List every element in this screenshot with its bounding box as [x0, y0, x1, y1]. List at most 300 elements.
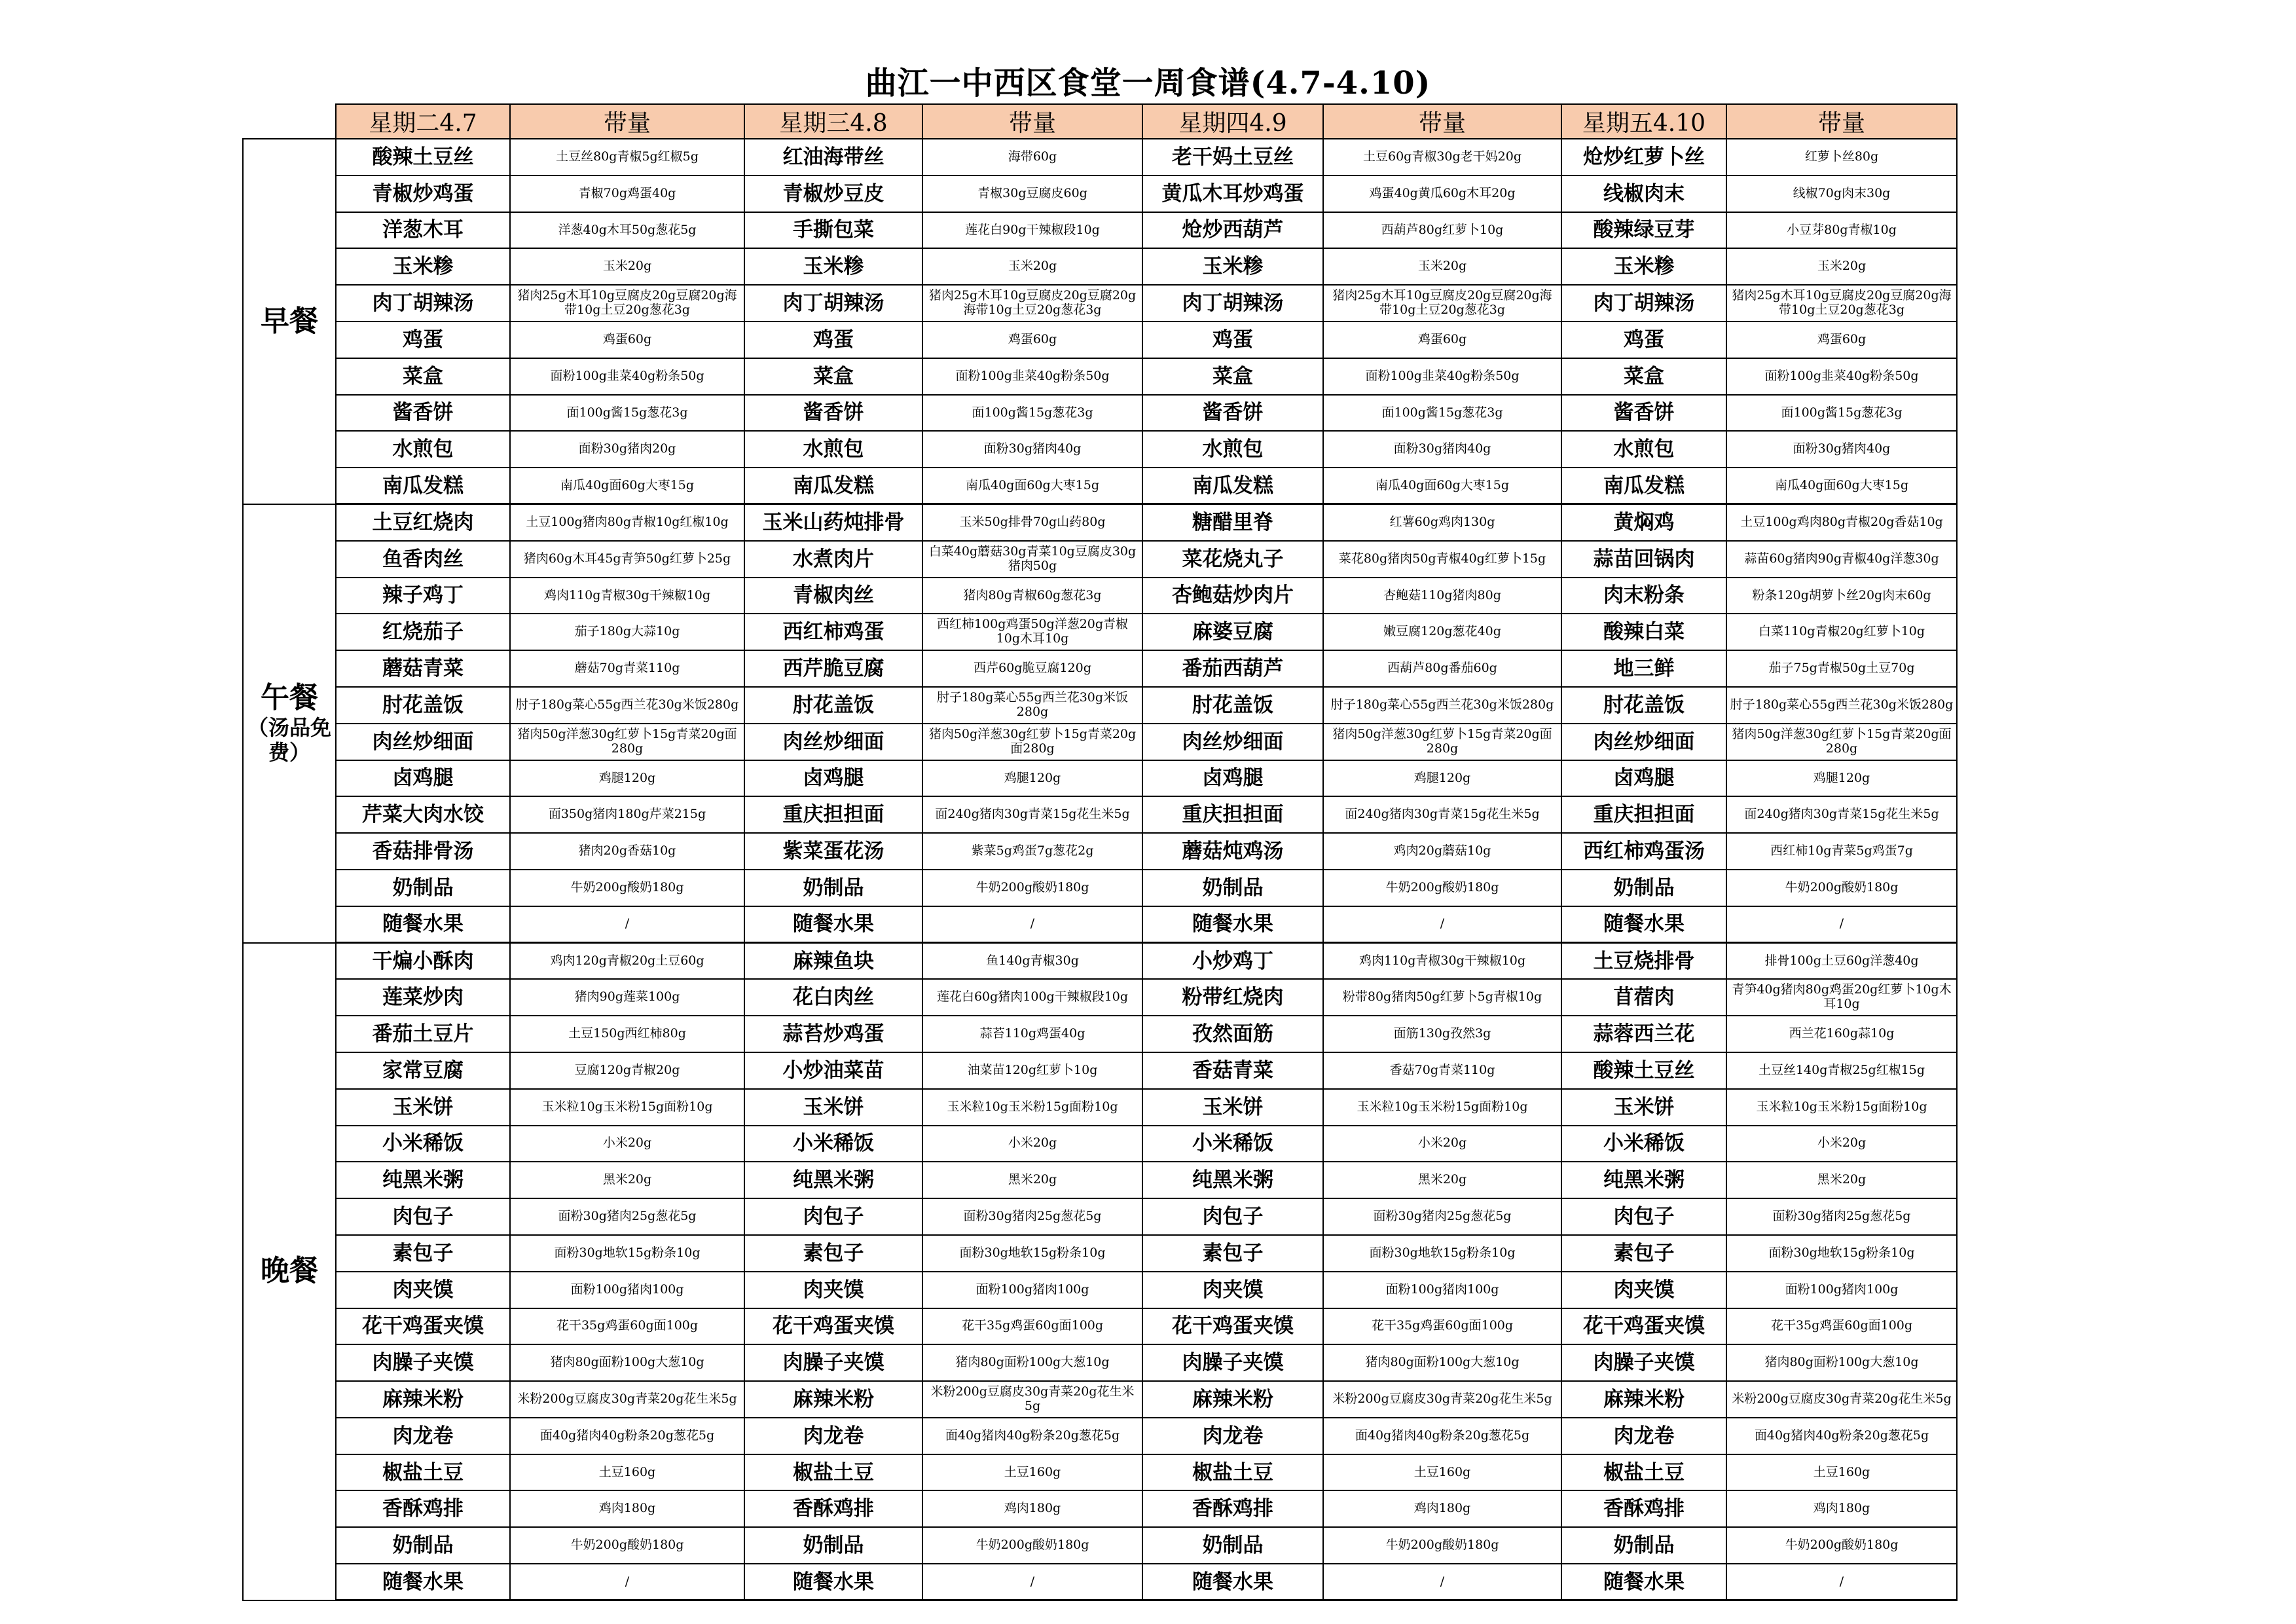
dish-name: 肉丁胡辣汤 [336, 285, 510, 322]
menu-row [243, 833, 1957, 870]
dish-quantity: 莲花白90g干辣椒段10g [922, 212, 1142, 249]
dish-quantity: 粉条120g胡萝卜丝20g肉末60g [1726, 578, 1957, 614]
dish-name: 奶制品 [1142, 1527, 1323, 1564]
header-cell: 带量 [510, 104, 744, 139]
dish-name: 酱香饼 [336, 395, 510, 432]
dish-name: 肉臊子夹馍 [336, 1344, 510, 1381]
dish-quantity: 土豆60g青椒30g老干妈20g [1323, 139, 1561, 175]
meal-name: 早餐 [261, 304, 318, 338]
dish-quantity: 海带60g [922, 139, 1142, 175]
menu-row [243, 1126, 1957, 1162]
dish-name: 随餐水果 [744, 1564, 922, 1600]
dish-name: 麻辣米粉 [336, 1381, 510, 1418]
dish-quantity: 南瓜40g面60g大枣15g [510, 468, 744, 504]
menu-row [243, 212, 1957, 249]
dish-quantity: 玉米粒10g玉米粉15g面粉10g [922, 1089, 1142, 1126]
dish-quantity: 面粉30g猪肉25g葱花5g [1726, 1198, 1957, 1235]
dish-name: 紫菜蛋花汤 [744, 833, 922, 870]
header-cell: 星期五4.10 [1561, 104, 1726, 139]
menu-row [243, 1052, 1957, 1089]
dish-name: 干煸小酥肉 [336, 943, 510, 980]
dish-quantity: 青椒70g鸡蛋40g [510, 175, 744, 212]
dish-quantity: 猪肉80g青椒60g葱花3g [922, 578, 1142, 614]
meal-label [243, 139, 336, 504]
dish-quantity: 白菜110g青椒20g红萝卜10g [1726, 614, 1957, 650]
menu-row [243, 1344, 1957, 1381]
dish-name: 粉带红烧肉 [1142, 979, 1323, 1016]
menu-row [243, 285, 1957, 322]
dish-quantity: 白菜40g蘑菇30g青菜10g豆腐皮30g猪肉50g [922, 541, 1142, 578]
menu-row [243, 358, 1957, 395]
dish-name: 土豆烧排骨 [1561, 943, 1726, 980]
dish-name: 肉龙卷 [1561, 1418, 1726, 1454]
dish-name: 鸡蛋 [1561, 322, 1726, 358]
menu-row [243, 139, 1957, 175]
dish-name: 随餐水果 [1142, 1564, 1323, 1600]
dish-name: 香菇青菜 [1142, 1052, 1323, 1089]
dish-quantity: 鸡蛋60g [922, 322, 1142, 358]
dish-quantity: 面100g酱15g葱花3g [1726, 395, 1957, 432]
dish-name: 重庆担担面 [1142, 796, 1323, 833]
menu-row [243, 431, 1957, 468]
dish-name: 蒜苗回锅肉 [1561, 541, 1726, 578]
dish-name: 肉夹馍 [1561, 1272, 1726, 1308]
dish-name: 酸辣土豆丝 [1561, 1052, 1726, 1089]
dish-quantity: 豆腐120g青椒20g [510, 1052, 744, 1089]
dish-quantity: 茄子180g大蒜10g [510, 614, 744, 650]
dish-name: 黄焖鸡 [1561, 504, 1726, 541]
dish-name: 红油海带丝 [744, 139, 922, 175]
dish-name: 玉米饼 [336, 1089, 510, 1126]
dish-name: 肉丝炒细面 [1142, 724, 1323, 760]
dish-name: 随餐水果 [744, 906, 922, 943]
dish-quantity: 鸡蛋60g [1323, 322, 1561, 358]
menu-row [243, 687, 1957, 724]
menu-row [243, 724, 1957, 760]
dish-quantity: 面粉100g韭菜40g粉条50g [1323, 358, 1561, 395]
menu-row [243, 906, 1957, 943]
dish-quantity: 面粉100g韭菜40g粉条50g [1726, 358, 1957, 395]
dish-quantity: 小米20g [922, 1126, 1142, 1162]
dish-quantity: 猪肉25g木耳10g豆腐皮20g豆腐20g海带10g土豆20g葱花3g [510, 285, 744, 322]
dish-name: 肉夹馍 [336, 1272, 510, 1308]
dish-quantity: 茄子75g青椒50g土豆70g [1726, 650, 1957, 687]
dish-name: 小炒鸡丁 [1142, 943, 1323, 980]
dish-quantity: 西红柿10g青菜5g鸡蛋7g [1726, 833, 1957, 870]
dish-quantity: 面40g猪肉40g粉条20g葱花5g [510, 1418, 744, 1454]
dish-quantity: 鸡蛋60g [1726, 322, 1957, 358]
dish-name: 肉丁胡辣汤 [744, 285, 922, 322]
dish-quantity: 鸡肉110g青椒30g干辣椒10g [1323, 943, 1561, 980]
dish-name: 椒盐土豆 [336, 1454, 510, 1491]
dish-name: 椒盐土豆 [744, 1454, 922, 1491]
dish-quantity: 黑米20g [922, 1162, 1142, 1198]
dish-name: 鸡蛋 [744, 322, 922, 358]
dish-quantity: / [1323, 1564, 1561, 1600]
dish-quantity: 面粉30g猪肉40g [1323, 431, 1561, 468]
dish-quantity: 面粉30g猪肉25g葱花5g [922, 1198, 1142, 1235]
dish-name: 小米稀饭 [336, 1126, 510, 1162]
dish-quantity: 土豆150g西红柿80g [510, 1016, 744, 1052]
dish-quantity: / [922, 906, 1142, 943]
dish-name: 花干鸡蛋夹馍 [1142, 1308, 1323, 1345]
dish-name: 水煎包 [336, 431, 510, 468]
dish-quantity: 玉米20g [1726, 248, 1957, 285]
dish-name: 肉夹馍 [1142, 1272, 1323, 1308]
dish-quantity: 洋葱40g木耳50g葱花5g [510, 212, 744, 249]
menu-row [243, 1418, 1957, 1454]
dish-name: 苜蓿肉 [1561, 979, 1726, 1016]
dish-quantity: 牛奶200g酸奶180g [510, 870, 744, 906]
menu-row [243, 1490, 1957, 1527]
dish-name: 菜盒 [1142, 358, 1323, 395]
dish-quantity: 鸡肉180g [1323, 1490, 1561, 1527]
menu-row [243, 1272, 1957, 1308]
dish-quantity: 土豆160g [1726, 1454, 1957, 1491]
dish-name: 随餐水果 [336, 906, 510, 943]
dish-quantity: 猪肉80g面粉100g大葱10g [1726, 1344, 1957, 1381]
dish-quantity: 猪肉60g木耳45g青笋50g红萝卜25g [510, 541, 744, 578]
dish-name: 肉丝炒细面 [336, 724, 510, 760]
dish-name: 南瓜发糕 [1561, 468, 1726, 504]
dish-name: 肉末粉条 [1561, 578, 1726, 614]
dish-quantity: 鸡肉180g [510, 1490, 744, 1527]
dish-quantity: 猪肉25g木耳10g豆腐皮20g豆腐20g海带10g土豆20g葱花3g [922, 285, 1142, 322]
header-cell: 星期三4.8 [744, 104, 922, 139]
dish-name: 椒盐土豆 [1561, 1454, 1726, 1491]
dish-quantity: 玉米20g [1323, 248, 1561, 285]
dish-quantity: 牛奶200g酸奶180g [922, 1527, 1142, 1564]
dish-quantity: 面粉30g地软15g粉条10g [510, 1235, 744, 1272]
dish-name: 肉臊子夹馍 [744, 1344, 922, 1381]
dish-name: 青椒炒豆皮 [744, 175, 922, 212]
dish-name: 小米稀饭 [744, 1126, 922, 1162]
dish-quantity: 米粉200g豆腐皮30g青菜20g花生米5g [1726, 1381, 1957, 1418]
dish-name: 番茄土豆片 [336, 1016, 510, 1052]
dish-name: 鸡蛋 [336, 322, 510, 358]
dish-quantity: 玉米50g排骨70g山药80g [922, 504, 1142, 541]
dish-name: 蒜蓉西兰花 [1561, 1016, 1726, 1052]
dish-name: 重庆担担面 [744, 796, 922, 833]
dish-quantity: 花干35g鸡蛋60g面100g [510, 1308, 744, 1345]
header-row [243, 104, 1957, 139]
dish-name: 炝炒西葫芦 [1142, 212, 1323, 249]
dish-quantity: 鸡蛋60g [510, 322, 744, 358]
weekly-menu-table [242, 103, 1958, 1601]
dish-name: 卤鸡腿 [744, 760, 922, 797]
dish-name: 鱼香肉丝 [336, 541, 510, 578]
dish-name: 水煎包 [1142, 431, 1323, 468]
dish-name: 花干鸡蛋夹馍 [336, 1308, 510, 1345]
dish-quantity: 猪肉90g莲菜100g [510, 979, 744, 1016]
dish-name: 纯黑米粥 [1561, 1162, 1726, 1198]
dish-name: 家常豆腐 [336, 1052, 510, 1089]
dish-quantity: 面筋130g孜然3g [1323, 1016, 1561, 1052]
dish-name: 玉米糁 [1142, 248, 1323, 285]
dish-name: 素包子 [744, 1235, 922, 1272]
dish-name: 素包子 [1142, 1235, 1323, 1272]
dish-name: 肉龙卷 [336, 1418, 510, 1454]
dish-name: 随餐水果 [1561, 1564, 1726, 1600]
menu-row [243, 1308, 1957, 1345]
dish-name: 手撕包菜 [744, 212, 922, 249]
menu-row [243, 1198, 1957, 1235]
dish-name: 纯黑米粥 [336, 1162, 510, 1198]
menu-row [243, 1527, 1957, 1564]
dish-quantity: 青笋40g猪肉80g鸡蛋20g红萝卜10g木耳10g [1726, 979, 1957, 1016]
dish-name: 小炒油菜苗 [744, 1052, 922, 1089]
menu-row [243, 175, 1957, 212]
dish-quantity: 面粉100g猪肉100g [1323, 1272, 1561, 1308]
dish-quantity: / [1726, 906, 1957, 943]
dish-quantity: 肘子180g菜心55g西兰花30g米饭280g [1323, 687, 1561, 724]
dish-quantity: 玉米20g [922, 248, 1142, 285]
dish-name: 肉包子 [1142, 1198, 1323, 1235]
dish-quantity: 小米20g [1323, 1126, 1561, 1162]
dish-quantity: 油菜苗120g红萝卜10g [922, 1052, 1142, 1089]
dish-quantity: 面粉100g韭菜40g粉条50g [510, 358, 744, 395]
dish-quantity: 黑米20g [1726, 1162, 1957, 1198]
dish-quantity: 红萝卜丝80g [1726, 139, 1957, 175]
dish-quantity: 土豆丝140g青椒25g红椒15g [1726, 1052, 1957, 1089]
dish-quantity: 鸡肉20g蘑菇10g [1323, 833, 1561, 870]
dish-quantity: 猪肉20g香菇10g [510, 833, 744, 870]
dish-name: 青椒炒鸡蛋 [336, 175, 510, 212]
dish-name: 肘花盖饭 [1142, 687, 1323, 724]
dish-quantity: 玉米粒10g玉米粉15g面粉10g [1323, 1089, 1561, 1126]
dish-quantity: 肘子180g菜心55g西兰花30g米饭280g [1726, 687, 1957, 724]
dish-quantity: / [1726, 1564, 1957, 1600]
dish-name: 素包子 [1561, 1235, 1726, 1272]
dish-name: 香酥鸡排 [1142, 1490, 1323, 1527]
dish-name: 青椒肉丝 [744, 578, 922, 614]
dish-name: 花白肉丝 [744, 979, 922, 1016]
dish-name: 玉米糁 [744, 248, 922, 285]
dish-name: 肉臊子夹馍 [1142, 1344, 1323, 1381]
header-cell: 星期二4.7 [336, 104, 510, 139]
dish-quantity: 牛奶200g酸奶180g [510, 1527, 744, 1564]
dish-name: 酸辣土豆丝 [336, 139, 510, 175]
meal-label [243, 504, 336, 943]
dish-name: 奶制品 [336, 870, 510, 906]
dish-quantity: 鸡蛋40g黄瓜60g木耳20g [1323, 175, 1561, 212]
dish-quantity: 牛奶200g酸奶180g [1726, 870, 1957, 906]
dish-quantity: 花干35g鸡蛋60g面100g [1726, 1308, 1957, 1345]
dish-name: 随餐水果 [336, 1564, 510, 1600]
dish-quantity: 土豆丝80g青椒5g红椒5g [510, 139, 744, 175]
dish-name: 肘花盖饭 [744, 687, 922, 724]
dish-quantity: 猪肉25g木耳10g豆腐皮20g豆腐20g海带10g土豆20g葱花3g [1323, 285, 1561, 322]
dish-quantity: 肘子180g菜心55g西兰花30g米饭280g [922, 687, 1142, 724]
dish-quantity: 西芹60g脆豆腐120g [922, 650, 1142, 687]
dish-quantity: 西葫芦80g番茄60g [1323, 650, 1561, 687]
dish-quantity: 牛奶200g酸奶180g [1726, 1527, 1957, 1564]
dish-name: 孜然面筋 [1142, 1016, 1323, 1052]
dish-name: 玉米糁 [336, 248, 510, 285]
dish-quantity: 玉米粒10g玉米粉15g面粉10g [1726, 1089, 1957, 1126]
dish-name: 水煎包 [1561, 431, 1726, 468]
dish-quantity: / [922, 1564, 1142, 1600]
header-cell: 星期四4.9 [1142, 104, 1323, 139]
dish-name: 奶制品 [1561, 1527, 1726, 1564]
dish-quantity: 鸡腿120g [1726, 760, 1957, 797]
dish-quantity: 鸡腿120g [510, 760, 744, 797]
dish-quantity: 猪肉50g洋葱30g红萝卜15g青菜20g面280g [1726, 724, 1957, 760]
dish-quantity: 面粉30g地软15g粉条10g [922, 1235, 1142, 1272]
menu-row [243, 578, 1957, 614]
dish-quantity: 花干35g鸡蛋60g面100g [922, 1308, 1142, 1345]
dish-name: 香酥鸡排 [744, 1490, 922, 1527]
menu-row [243, 614, 1957, 650]
dish-quantity: 小米20g [1726, 1126, 1957, 1162]
dish-name: 香菇排骨汤 [336, 833, 510, 870]
menu-row [243, 870, 1957, 906]
dish-name: 黄瓜木耳炒鸡蛋 [1142, 175, 1323, 212]
dish-quantity: 南瓜40g面60g大枣15g [922, 468, 1142, 504]
dish-quantity: 猪肉50g洋葱30g红萝卜15g青菜20g面280g [1323, 724, 1561, 760]
dish-name: 卤鸡腿 [336, 760, 510, 797]
dish-name: 肉丁胡辣汤 [1142, 285, 1323, 322]
dish-quantity: 红薯60g鸡肉130g [1323, 504, 1561, 541]
dish-name: 辣子鸡丁 [336, 578, 510, 614]
dish-name: 小米稀饭 [1561, 1126, 1726, 1162]
dish-quantity: 土豆160g [922, 1454, 1142, 1491]
dish-name: 卤鸡腿 [1561, 760, 1726, 797]
dish-quantity: 面40g猪肉40g粉条20g葱花5g [922, 1418, 1142, 1454]
dish-quantity: 西兰花160g蒜10g [1726, 1016, 1957, 1052]
page-title: 曲江一中西区食堂一周食谱(4.7-4.10) [865, 65, 1431, 101]
dish-name: 糖醋里脊 [1142, 504, 1323, 541]
meal-label [243, 943, 336, 1600]
dish-quantity: 土豆160g [510, 1454, 744, 1491]
dish-quantity: 面350g猪肉180g芹菜215g [510, 796, 744, 833]
dish-name: 洋葱木耳 [336, 212, 510, 249]
dish-name: 鸡蛋 [1142, 322, 1323, 358]
dish-name: 肉丝炒细面 [744, 724, 922, 760]
dish-name: 番茄西葫芦 [1142, 650, 1323, 687]
dish-quantity: 蘑菇70g青菜110g [510, 650, 744, 687]
dish-quantity: 牛奶200g酸奶180g [922, 870, 1142, 906]
dish-name: 花干鸡蛋夹馍 [1561, 1308, 1726, 1345]
menu-row [243, 1089, 1957, 1126]
dish-quantity: 小豆芽80g青椒10g [1726, 212, 1957, 249]
dish-name: 玉米饼 [1561, 1089, 1726, 1126]
dish-name: 重庆担担面 [1561, 796, 1726, 833]
dish-quantity: 猪肉80g面粉100g大葱10g [922, 1344, 1142, 1381]
dish-quantity: 面粉30g猪肉20g [510, 431, 744, 468]
menu-row [243, 504, 1957, 541]
dish-name: 肉龙卷 [1142, 1418, 1323, 1454]
dish-quantity: 菜花80g猪肉50g青椒40g红萝卜15g [1323, 541, 1561, 578]
dish-name: 水煎包 [744, 431, 922, 468]
dish-quantity: 米粉200g豆腐皮30g青菜20g花生米5g [922, 1381, 1142, 1418]
dish-quantity: / [510, 906, 744, 943]
dish-quantity: 南瓜40g面60g大枣15g [1323, 468, 1561, 504]
dish-quantity: 牛奶200g酸奶180g [1323, 1527, 1561, 1564]
dish-name: 随餐水果 [1561, 906, 1726, 943]
dish-quantity: 土豆100g鸡肉80g青椒20g香菇10g [1726, 504, 1957, 541]
dish-quantity: 面40g猪肉40g粉条20g葱花5g [1726, 1418, 1957, 1454]
dish-name: 西红柿鸡蛋 [744, 614, 922, 650]
dish-name: 纯黑米粥 [1142, 1162, 1323, 1198]
dish-quantity: 鸡肉180g [922, 1490, 1142, 1527]
dish-quantity: 黑米20g [510, 1162, 744, 1198]
dish-name: 酸辣白菜 [1561, 614, 1726, 650]
dish-name: 南瓜发糕 [336, 468, 510, 504]
dish-name: 酸辣绿豆芽 [1561, 212, 1726, 249]
dish-name: 香酥鸡排 [1561, 1490, 1726, 1527]
dish-name: 南瓜发糕 [744, 468, 922, 504]
dish-name: 莲菜炒肉 [336, 979, 510, 1016]
dish-quantity: 面粉30g猪肉25g葱花5g [510, 1198, 744, 1235]
dish-name: 麻辣鱼块 [744, 943, 922, 980]
dish-quantity: 面粉30g猪肉40g [922, 431, 1142, 468]
dish-quantity: 牛奶200g酸奶180g [1323, 870, 1561, 906]
dish-quantity: 面粉100g韭菜40g粉条50g [922, 358, 1142, 395]
dish-name: 奶制品 [336, 1527, 510, 1564]
meal-name: 午餐 [261, 681, 318, 715]
menu-row [243, 1564, 1957, 1600]
menu-row [243, 650, 1957, 687]
header-corner [243, 104, 336, 139]
dish-quantity: 玉米20g [510, 248, 744, 285]
dish-quantity: 鸡肉180g [1726, 1490, 1957, 1527]
header-cell: 带量 [1726, 104, 1957, 139]
dish-name: 随餐水果 [1142, 906, 1323, 943]
dish-quantity: 肘子180g菜心55g西兰花30g米饭280g [510, 687, 744, 724]
dish-quantity: 鸡肉120g青椒20g土豆60g [510, 943, 744, 980]
dish-quantity: 粉带80g猪肉50g红萝卜5g青椒10g [1323, 979, 1561, 1016]
dish-name: 南瓜发糕 [1142, 468, 1323, 504]
dish-name: 肘花盖饭 [336, 687, 510, 724]
dish-quantity: 玉米粒10g玉米粉15g面粉10g [510, 1089, 744, 1126]
dish-name: 酱香饼 [1561, 395, 1726, 432]
dish-name: 肉臊子夹馍 [1561, 1344, 1726, 1381]
dish-name: 肉包子 [1561, 1198, 1726, 1235]
menu-row [243, 1016, 1957, 1052]
dish-name: 炝炒红萝卜丝 [1561, 139, 1726, 175]
dish-name: 肉龙卷 [744, 1418, 922, 1454]
dish-name: 芹菜大肉水饺 [336, 796, 510, 833]
meal-note: （汤品免费） [247, 714, 331, 766]
menu-row [243, 760, 1957, 797]
dish-quantity: 面240g猪肉30g青菜15g花生米5g [1726, 796, 1957, 833]
dish-name: 水煮肉片 [744, 541, 922, 578]
dish-quantity: 香菇70g青菜110g [1323, 1052, 1561, 1089]
dish-name: 地三鲜 [1561, 650, 1726, 687]
dish-quantity: 土豆100g猪肉80g青椒10g红椒10g [510, 504, 744, 541]
dish-quantity: 面100g酱15g葱花3g [922, 395, 1142, 432]
dish-name: 菜盒 [744, 358, 922, 395]
dish-quantity: 蒜苗60g猪肉90g青椒40g洋葱30g [1726, 541, 1957, 578]
dish-name: 蘑菇青菜 [336, 650, 510, 687]
dish-name: 土豆红烧肉 [336, 504, 510, 541]
dish-quantity: 面粉100g猪肉100g [1726, 1272, 1957, 1308]
dish-quantity: / [510, 1564, 744, 1600]
dish-name: 玉米饼 [744, 1089, 922, 1126]
dish-name: 奶制品 [1142, 870, 1323, 906]
dish-quantity: 紫菜5g鸡蛋7g葱花2g [922, 833, 1142, 870]
menu-row [243, 979, 1957, 1016]
dish-quantity: 小米20g [510, 1126, 744, 1162]
dish-quantity: / [1323, 906, 1561, 943]
dish-name: 红烧茄子 [336, 614, 510, 650]
dish-name: 老干妈土豆丝 [1142, 139, 1323, 175]
dish-name: 肉丝炒细面 [1561, 724, 1726, 760]
menu-row [243, 1381, 1957, 1418]
dish-name: 麻辣米粉 [744, 1381, 922, 1418]
dish-quantity: 南瓜40g面60g大枣15g [1726, 468, 1957, 504]
